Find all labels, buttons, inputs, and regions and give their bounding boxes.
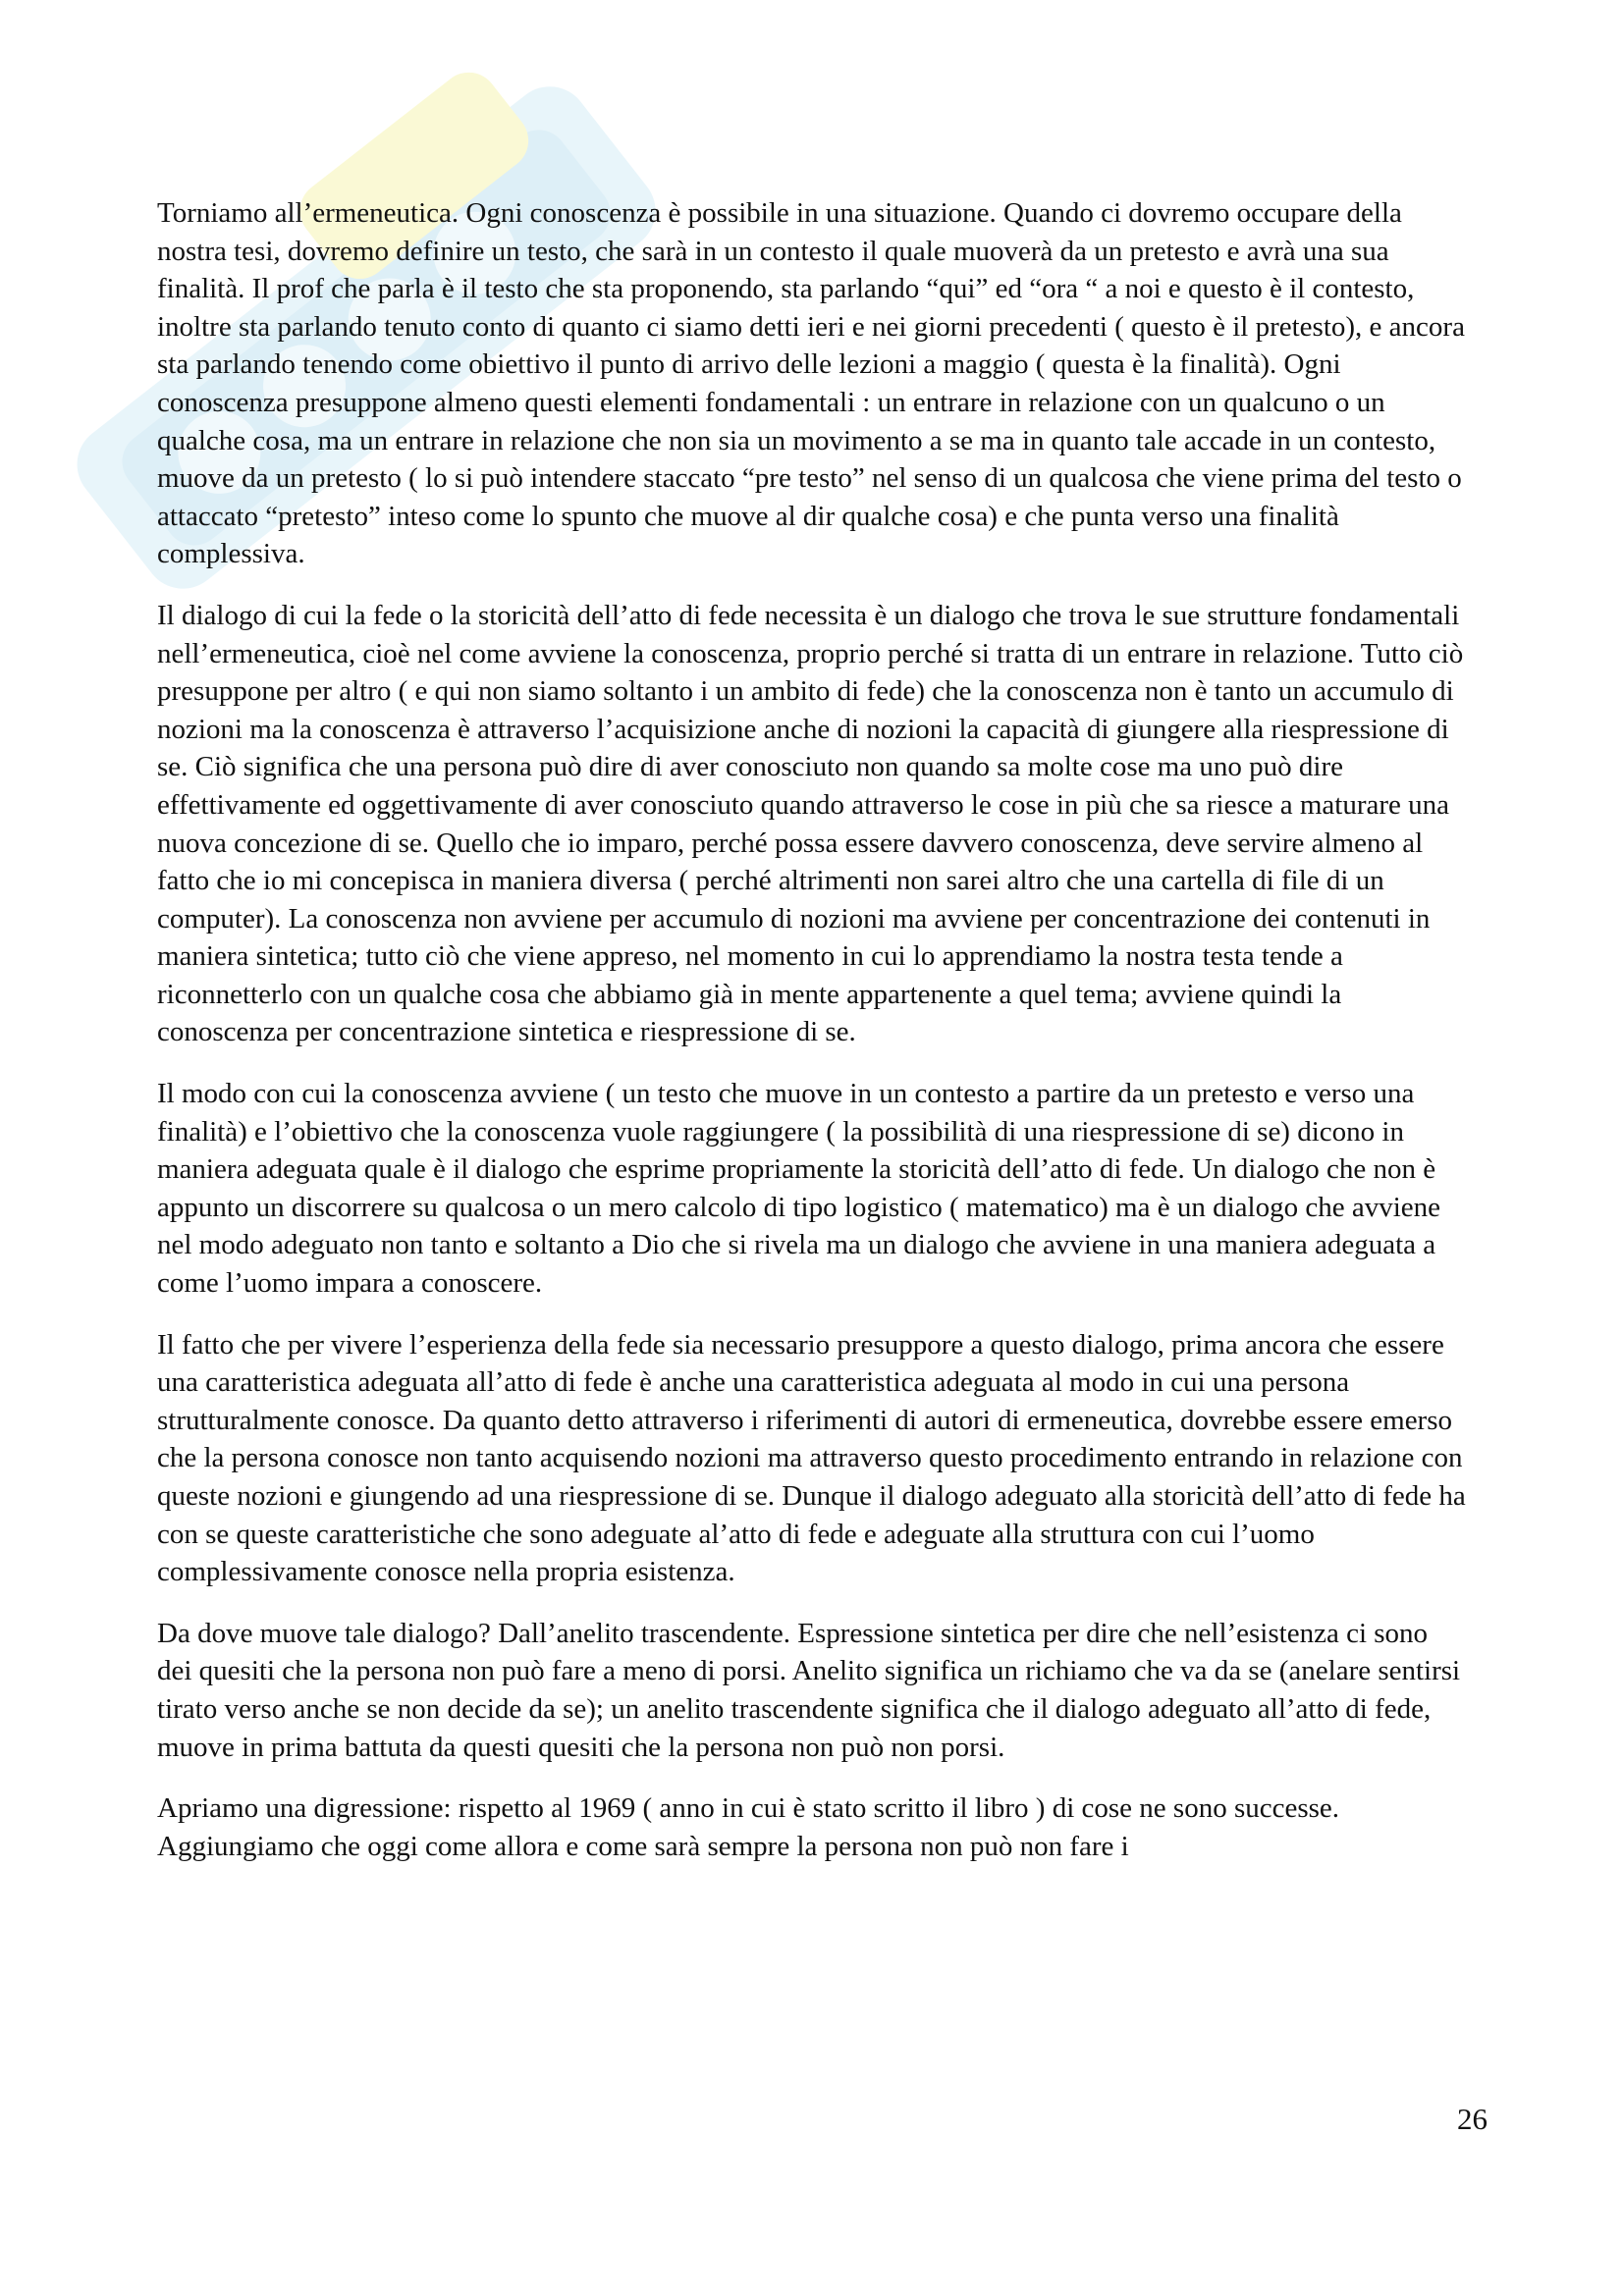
paragraph: Torniamo all’ermeneutica. Ogni conoscenza è possibile in una situazione. Quando ci dovremo occupare della nostra tesi, dovremo definire un testo, che sarà in un contesto il quale muoverà da un pretesto e avrà una sua finalità. Il prof che parla è il testo che sta proponendo, sta parlando “qui” ed “ora “ a noi e questo è il contesto, inoltre sta parlando tenuto conto di quanto ci siamo detti ieri e nei giorni precedenti ( questo è il pretesto), e ancora sta parlando tenendo come obiettivo il punto di arrivo delle lezioni a maggio ( questa è la finalità). Ogni conoscenza presuppone almeno questi elementi fondamentali : un entrare in relazione con un qualcuno o un qualche cosa, ma un entrare in relazione che non sia un movimento a se ma in quanto tale accade in un contesto, muove da un pretesto ( lo si può intendere staccato “pre testo” nel senso di un qualcosa che viene prima del testo o attaccato “pretesto” inteso come lo spunto che muove al dir qualche cosa) e che punta verso una finalità complessiva. bbox=[157, 197, 1465, 570]
paragraph: Da dove muove tale dialogo? Dall’anelito trascendente. Espressione sintetica per dire che nell’esistenza ci sono dei quesiti che la persona non può fare a meno di porsi. Anelito significa un richiamo che va da se (anelare sentirsi tirato verso anche se non decide da se); un anelito trascendente significa che il dialogo adeguato all’atto di fede, muove in prima battuta da questi quesiti che la persona non può non porsi. bbox=[157, 1617, 1461, 1763]
paragraph: Il dialogo di cui la fede o la storicità dell’atto di fede necessita è un dialogo che trova le sue strutture fondamentali nell’ermeneutica, cioè nel come avviene la conoscenza, proprio perché si tratta di un entrare in relazione. Tutto ciò presuppone per altro ( e qui non siamo soltanto i un ambito di fede) che la conoscenza non è tanto un accumulo di nozioni ma la conoscenza è attraverso l’acquisizione anche di nozioni la capacità di giungere alla riespressione di se. Ciò significa che una persona può dire di aver conosciuto non quando sa molte cose ma uno può dire effettivamente ed oggettivamente di aver conosciuto quando attraverso le cose in più che sa riesce a maturare una nuova concezione di se. Quello che io imparo, perché possa essere davvero conoscenza, deve servire almeno al fatto che io mi concepisca in maniera diversa ( perché altrimenti non sarei altro che una cartella di file di un computer). La conoscenza non avviene per accumulo di nozioni ma avviene per concentrazione dei contenuti in maniera sintetica; tutto ciò che viene appreso, nel momento in cui lo apprendiamo la nostra testa tende a riconnetterlo con un qualche cosa che abbiamo già in mente appartenente a quel tema; avviene quindi la conoscenza per concentrazione sintetica e riespressione di se. bbox=[157, 599, 1464, 1048]
paragraph: Apriamo una digressione: rispetto al 1969 ( anno in cui è stato scritto il libro ) di cose ne sono successe. Aggiungiamo che oggi come allora e come sarà sempre la persona non può non fare i bbox=[157, 1792, 1340, 1862]
paragraph: Il modo con cui la conoscenza avviene ( un testo che muove in un contesto a partire da un pretesto e verso una finalità) e l’obiettivo che la conoscenza vuole raggiungere ( la possibilità di una riespressione di se) dicono in maniera adeguata quale è il dialogo che esprime propriamente la storicità dell’atto di fede. Un dialogo che non è appunto un discorrere su qualcosa o un mero calcolo di tipo logistico ( matematico) ma è un dialogo che avviene nel modo adeguato non tanto e soltanto a Dio che si rivela ma un dialogo che avviene in una maniera adeguata a come l’uomo impara a conoscere. bbox=[157, 1078, 1441, 1300]
document-body bbox=[157, 194, 1468, 1889]
paragraph: Il fatto che per vivere l’esperienza della fede sia necessario presuppore a questo dialogo, prima ancora che essere una caratteristica adeguata all’atto di fede è anche una caratteristica adeguata al modo in cui una persona strutturalmente conosce. Da quanto detto attraverso i riferimenti di autori di ermeneutica, dovrebbe essere emerso che la persona conosce non tanto acquisendo nozioni ma attraverso questo procedimento entrando in relazione con queste nozioni e giungendo ad una riespressione di se. Dunque il dialogo adeguato alla storicità dell’atto di fede ha con se queste caratteristiche che sono adeguate al’atto di fede e adeguate alla struttura con cui l’uomo complessivamente conosce nella propria esistenza. bbox=[157, 1328, 1466, 1588]
page-number: 26 bbox=[1457, 2102, 1488, 2136]
